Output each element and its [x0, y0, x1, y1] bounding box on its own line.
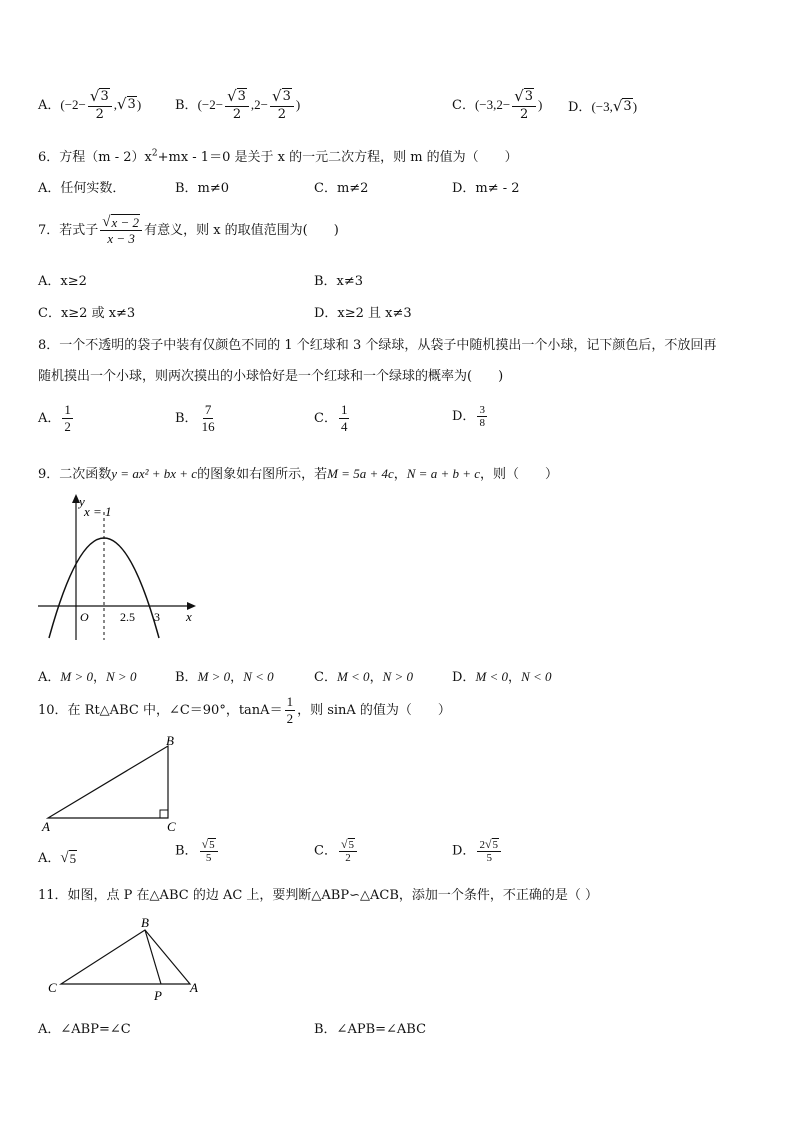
triangle-abc — [61, 930, 190, 984]
y-axis-label: y — [79, 494, 85, 509]
q8-option-c: C． $\frac{1}{4}$ — [314, 402, 348, 434]
vertex-a-label: A — [190, 980, 198, 995]
q9-option-b: B．M > 0，N < 0 — [175, 669, 274, 685]
q10-stem: 10．在 Rt△ABC 中，∠C＝90°，tanA＝ $\frac{1}{2}$ ，则 sinA 的值为（ ） — [38, 694, 451, 726]
q5-option-d: D．(−3, √ 3 ) — [568, 97, 638, 115]
point-p-label: P — [154, 988, 162, 1003]
vertex-b-label: B — [166, 733, 174, 748]
vertex-c-label: C — [167, 819, 176, 834]
q10-option-a: A． √ 5 — [38, 850, 77, 866]
q7-option-c: C．x≥2 或 x≠3 — [38, 306, 136, 321]
q6-stem: 6．方程$(m - 2)x^2+mx - 1=0$ 是关于 x 的一元二次方程，则 m 的值为（ ） — [38, 148, 518, 165]
tick-label-3: 3 — [154, 610, 160, 624]
q9-option-a: A．M > 0，N > 0 — [38, 669, 137, 685]
q7-option-b: B．x≠3 — [314, 274, 364, 289]
q6-option-c: C．m≠2 — [314, 181, 369, 196]
origin-label: O — [80, 610, 89, 624]
q7-stem: 7．若式子 √ x − 2 x − 3 有意义，则 x 的取值范围为( ) — [38, 214, 339, 246]
q9-stem: 9．二次函数y = ax² + bx + c的图象如右图所示，若M = 5a + 4c，N = a + b + c，则（ ） — [38, 466, 559, 482]
q9-option-c: C．M < 0，N > 0 — [314, 669, 414, 685]
tick-label-2-5: 2.5 — [120, 610, 135, 624]
q6-option-a: A．任何实数． — [38, 181, 126, 196]
q8-option-d: D． $\frac{3}{8}$ — [452, 404, 485, 429]
q6-option-d: D．m≠ - 2 — [452, 181, 520, 196]
segment-bp — [145, 930, 161, 984]
q11-option-a: A．∠ABP=∠C — [38, 1022, 131, 1037]
right-angle-mark — [160, 810, 168, 818]
q5-option-b: B．(−2− √ 3 2 ,2− √ 3 2 ) — [175, 87, 301, 122]
q7-option-d: D．x≥2 且 x≠3 — [314, 306, 412, 321]
q9-option-d: D．M < 0，N < 0 — [452, 669, 552, 685]
q10-option-c: C． √ 5 2 — [314, 838, 359, 864]
q10-option-b: B． √ 5 5 — [175, 838, 220, 864]
vertex-a-label: A — [42, 819, 50, 834]
x-axis-label: x — [186, 609, 192, 624]
q7-option-a: A．x≥2 — [38, 274, 87, 289]
q5-option-a: A．(−2− √ 3 2 , √ 3 ) — [38, 87, 142, 122]
q6-option-b: B．m≠0 — [175, 181, 230, 196]
q8-option-b: B． $\frac{7}{16}$ — [175, 402, 215, 434]
q10-right-triangle — [36, 732, 186, 836]
triangle-abc — [48, 746, 168, 818]
vertex-b-label: B — [141, 915, 149, 930]
q8-stem-line1: 8．一个不透明的袋子中装有仅颜色不同的 1 个红球和 3 个绿球，从袋子中随机摸出一个小球，记下颜色后，不放回再 — [38, 338, 717, 353]
q9-parabola-graph — [30, 490, 210, 652]
q5-option-c: C．(−3,2− √ 3 2 ) — [452, 87, 543, 122]
q8-option-a: A． $\frac{1}{2}$ — [38, 402, 71, 434]
symmetry-label: x = 1 — [84, 504, 112, 519]
q8-stem-line2: 随机摸出一个小球，则两次摸出的小球恰好是一个红球和一个绿球的概率为( ) — [38, 369, 504, 384]
vertex-c-label: C — [48, 980, 57, 995]
q11-stem: 11．如图，点 P 在△ABC 的边 AC 上，要判断△ABP∽△ACB，添加一个条件，不正确的是（ ） — [38, 888, 599, 903]
q11-option-b: B．∠APB=∠ABC — [314, 1022, 427, 1037]
q11-triangle-figure — [42, 912, 212, 1004]
q10-option-d: D． 2 √ 5 5 — [452, 838, 503, 864]
